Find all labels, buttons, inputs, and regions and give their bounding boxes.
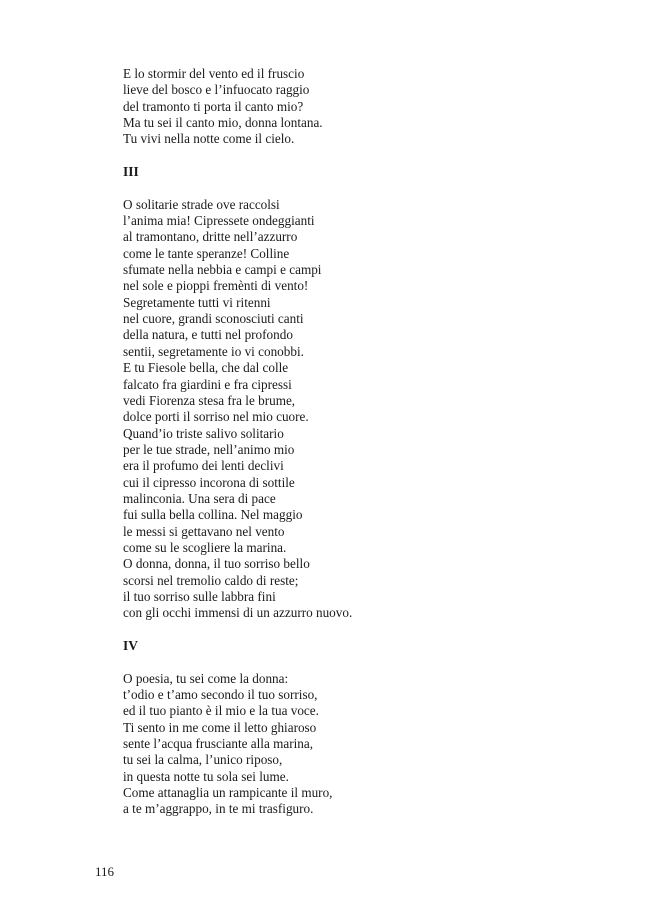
verse-line: Segretamente tutti vi ritenni [123, 294, 271, 310]
verse-line: sentii, segretamente io vi conobbi. [123, 343, 304, 359]
verse-line: ed il tuo pianto è il mio e la tua voce. [123, 703, 319, 719]
section-heading-iv: IV [123, 637, 139, 653]
verse-line: scorsi nel tremolio caldo di reste; [123, 572, 299, 588]
verse-line: del tramonto ti porta il canto mio? [123, 98, 304, 114]
verse-line: Quand’io triste salivo solitario [123, 425, 284, 441]
stanza-top [123, 66, 593, 148]
verse-line: fui sulla bella collina. Nel maggio [123, 507, 303, 523]
verse-line: era il profumo dei lenti declivi [123, 458, 284, 474]
verse-line: le messi si gettavano nel vento [123, 523, 285, 539]
verse-line: al tramontano, dritte nell’azzurro [123, 229, 298, 245]
verse-line: Come attanaglia un rampicante il muro, [123, 785, 333, 801]
verse-line: E lo stormir del vento ed il fruscio [123, 66, 305, 81]
verse-line: cui il cipresso incorona di sottile [123, 474, 295, 490]
verse-line: nel cuore, grandi sconosciuti canti [123, 311, 304, 327]
verse-line: Tu vivi nella notte come il cielo. [123, 131, 295, 147]
verse-line: della natura, e tutti nel profondo [123, 327, 293, 343]
verse-line: sfumate nella nebbia e campi e campi [123, 262, 322, 278]
verse-line: l’anima mia! Cipressete ondeggianti [123, 213, 315, 229]
verse-line: O donna, donna, il tuo sorriso bello [123, 556, 310, 572]
stanza-iv [123, 671, 593, 818]
poem-text [123, 66, 593, 818]
page-number: 116 [95, 864, 115, 879]
verse-line: sente l’acqua frusciante alla marina, [123, 736, 314, 752]
verse-line: Ma tu sei il canto mio, donna lontana. [123, 115, 323, 131]
verse-line: malinconia. Una sera di pace [123, 490, 276, 506]
verse-line: il tuo sorriso sulle labbra fini [123, 588, 276, 604]
verse-line: vedi Fiorenza stesa fra le brume, [123, 392, 296, 408]
stanza-iii [123, 197, 593, 622]
verse-line: dolce porti il sorriso nel mio cuore. [123, 409, 309, 425]
verse-line: con gli occhi immensi di un azzurro nuovo. [123, 605, 353, 621]
verse-line: come le tante speranze! Colline [123, 245, 290, 261]
verse-line: nel sole e pioppi fremènti di vento! [123, 278, 309, 294]
verse-line: lieve del bosco e l’infuocato raggio [123, 82, 310, 98]
verse-line: O poesia, tu sei come la donna: [123, 670, 289, 686]
verse-line: Ti sento in me come il letto ghiaroso [123, 719, 317, 735]
verse-line: a te m’aggrappo, in te mi trasfiguro. [123, 801, 314, 817]
verse-line: tu sei la calma, l’unico riposo, [123, 752, 283, 768]
verse-line: E tu Fiesole bella, che dal colle [123, 360, 289, 376]
verse-line: come su le scogliere la marina. [123, 539, 287, 555]
verse-line: in questa notte tu sola sei lume. [123, 768, 289, 784]
verse-line: per le tue strade, nell’animo mio [123, 441, 295, 457]
verse-line: t’odio e t’amo secondo il tuo sorriso, [123, 687, 318, 702]
section-heading-iii: III [123, 163, 139, 179]
verse-line: O solitarie strade ove raccolsi [123, 196, 280, 212]
verse-line: falcato fra giardini e fra cipressi [123, 376, 292, 392]
